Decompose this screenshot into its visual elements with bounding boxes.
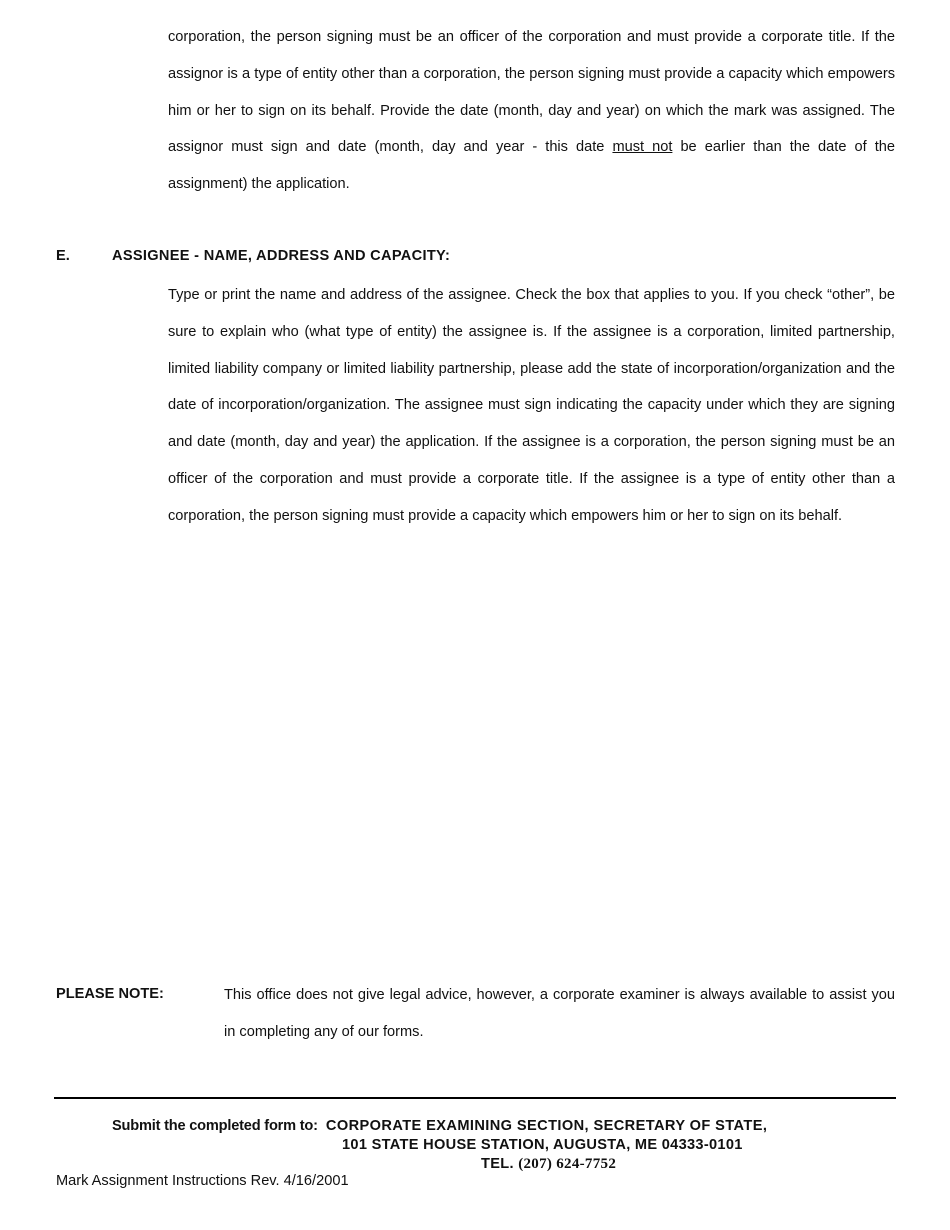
- section-e-heading: ASSIGNEE - NAME, ADDRESS AND CAPACITY:: [112, 248, 451, 264]
- submit-telephone: [481, 1155, 616, 1174]
- submit-line-1: [112, 1117, 767, 1136]
- please-note-text: This office does not give legal advice, however, a corporate examiner is always available to assist you in completing any of our forms.: [224, 987, 895, 1040]
- submit-address: 101 STATE HOUSE STATION, AUGUSTA, ME 04333-0101: [342, 1137, 743, 1153]
- please-note-label: PLEASE NOTE:: [56, 986, 164, 1002]
- submit-lead: Submit the completed form to:: [112, 1118, 318, 1134]
- submit-destination: CORPORATE EXAMINING SECTION, SECRETARY OF STATE,: [325, 1118, 768, 1134]
- section-d-text-1: corporation, the person signing must be an officer of the corporation and must provide a corporate title. If the assignor is a type of entity other than a corporation, the person signing must provide a capacity which empowers him or her to sign on its behalf. Provide the date (month, day and year) on which the mark was assigned. The assignor must sign and date (month, day and year - this date: [168, 29, 895, 156]
- footer-divider: [54, 1097, 896, 1099]
- revision-footer: Mark Assignment Instructions Rev. 4/16/2001: [56, 1173, 349, 1189]
- section-d-text-2: be earlier than the date of the assignment) the application.: [168, 139, 895, 193]
- tel-label: TEL.: [481, 1156, 514, 1172]
- section-d-continuation: [168, 19, 895, 203]
- section-e-letter: E.: [56, 248, 70, 264]
- tel-number: (207) 624-7752: [518, 1156, 617, 1172]
- section-e-body: Type or print the name and address of the assignee. Check the box that applies to you. If you check “other”, be sure to explain who (what type of entity) the assignee is. If the assignee is a corporation, limited partnership, limited liability company or limited liability partnership, please add the state of incorporation/organization and the date of incorporation/organization. The assignee must sign indicating the capacity under which they are signing and date (month, day and year) the application. If the assignee is a corporation, the person signing must be an officer of the corporation and must provide a corporate title. If the assignee is a type of entity other than a corporation, the person signing must provide a capacity which empowers him or her to sign on its behalf.: [168, 287, 895, 524]
- section-d-underlined: must not: [612, 139, 673, 156]
